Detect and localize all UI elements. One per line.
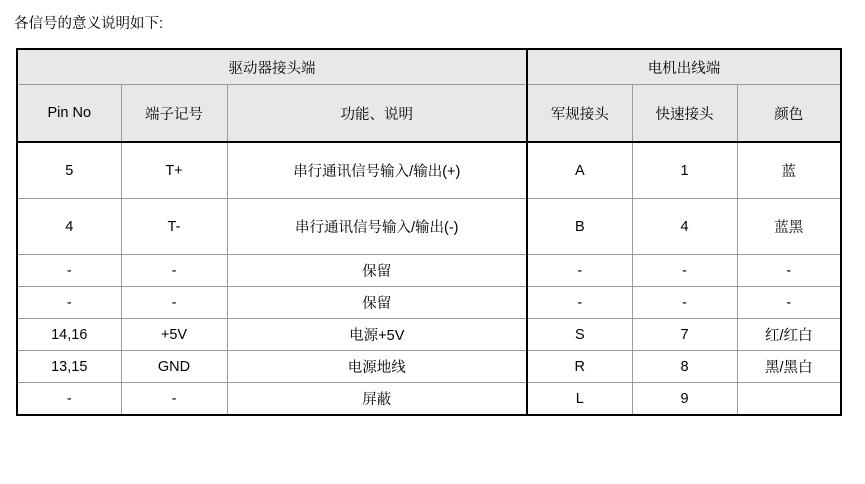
cell-mil-connector: - [527, 287, 632, 319]
table-row [17, 255, 841, 287]
cell-color: - [737, 287, 841, 319]
cell-terminal-mark: T- [121, 199, 227, 255]
cell-quick-connector: 8 [632, 351, 737, 383]
cell-color: 蓝黑 [737, 199, 841, 255]
cell-color [737, 383, 841, 416]
table-row [17, 319, 841, 351]
table-row [17, 142, 841, 199]
cell-pin-no: - [17, 383, 121, 416]
cell-function: 保留 [227, 287, 527, 319]
cell-quick-connector: 1 [632, 142, 737, 199]
column-header-mil-connector: 军规接头 [527, 85, 632, 143]
cell-terminal-mark: - [121, 287, 227, 319]
table-row [17, 383, 841, 416]
group-header-driver: 驱动器接头端 [17, 49, 527, 85]
table-row [17, 199, 841, 255]
cell-color: - [737, 255, 841, 287]
cell-mil-connector: B [527, 199, 632, 255]
intro-paragraph: 各信号的意义说明如下: [14, 16, 164, 32]
table-column-header-row [17, 85, 841, 143]
cell-pin-no: 13,15 [17, 351, 121, 383]
group-header-motor: 电机出线端 [527, 49, 841, 85]
cell-terminal-mark: T+ [121, 142, 227, 199]
cell-quick-connector: - [632, 255, 737, 287]
cell-pin-no: 4 [17, 199, 121, 255]
cell-mil-connector: - [527, 255, 632, 287]
table-row [17, 351, 841, 383]
column-header-color: 颜色 [737, 85, 841, 143]
cell-terminal-mark: - [121, 383, 227, 416]
cell-terminal-mark: +5V [121, 319, 227, 351]
cell-function: 串行通讯信号输入/输出(+) [227, 142, 527, 199]
cell-quick-connector: - [632, 287, 737, 319]
cell-quick-connector: 4 [632, 199, 737, 255]
cell-mil-connector: L [527, 383, 632, 416]
column-header-quick-connector: 快速接头 [632, 85, 737, 143]
cell-mil-connector: R [527, 351, 632, 383]
cell-color: 蓝 [737, 142, 841, 199]
cell-quick-connector: 9 [632, 383, 737, 416]
cell-function: 电源+5V [227, 319, 527, 351]
table-row [17, 287, 841, 319]
signal-description-table [16, 48, 842, 416]
cell-terminal-mark: GND [121, 351, 227, 383]
cell-color: 红/红白 [737, 319, 841, 351]
cell-quick-connector: 7 [632, 319, 737, 351]
column-header-function: 功能、说明 [227, 85, 527, 143]
cell-pin-no: 14,16 [17, 319, 121, 351]
cell-terminal-mark: - [121, 255, 227, 287]
cell-mil-connector: S [527, 319, 632, 351]
cell-function: 屏蔽 [227, 383, 527, 416]
cell-function: 串行通讯信号输入/输出(-) [227, 199, 527, 255]
column-header-terminal-mark: 端子记号 [121, 85, 227, 143]
cell-pin-no: - [17, 255, 121, 287]
cell-color: 黑/黑白 [737, 351, 841, 383]
cell-function: 电源地线 [227, 351, 527, 383]
cell-pin-no: - [17, 287, 121, 319]
cell-function: 保留 [227, 255, 527, 287]
cell-mil-connector: A [527, 142, 632, 199]
table-group-header-row [17, 49, 841, 85]
column-header-pin-no: Pin No [17, 85, 121, 143]
cell-pin-no: 5 [17, 142, 121, 199]
